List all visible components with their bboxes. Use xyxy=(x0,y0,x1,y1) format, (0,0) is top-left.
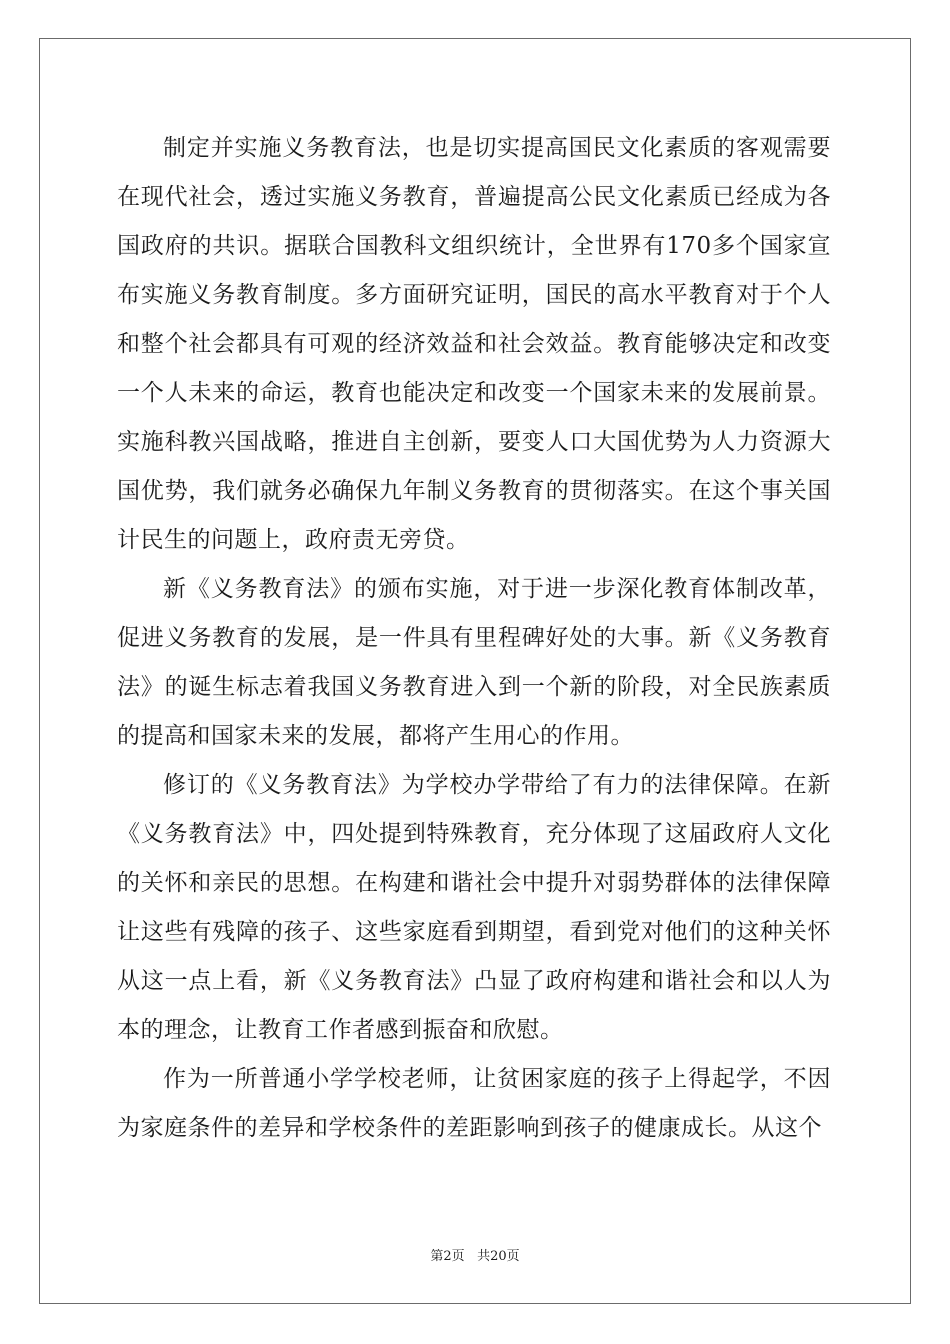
paragraph-3: 修订的《义务教育法》为学校办学带给了有力的法律保障。在新《义务教育法》中，四处提到特殊教育，充分体现了这届政府人文化的关怀和亲民的思想。在构建和谐社会中提升对弱势群体的法律保障让这些有残障的孩子、这些家庭看到期望，看到党对他们的这种关怀从这一点上看，新《义务教育法》凸显了政府构建和谐社会和以人为本的理念，让教育工作者感到振奋和欣慰。 xyxy=(117,772,831,1043)
page-total: 共20页 xyxy=(477,1249,520,1264)
paragraph-2: 新《义务教育法》的颁布实施，对于进一步深化教育体制改革，促进义务教育的发展，是一件具有里程碑好处的大事。新《义务教育法》的诞生标志着我国义务教育进入到一个新的阶段，对全民族素质的提高和国家未来的发展，都将产生用心的作用。 xyxy=(117,576,831,749)
paragraph-4: 作为一所普通小学学校老师，让贫困家庭的孩子上得起学，不因为家庭条件的差异和学校条件的差距影响到孩子的健康成长。从这个 xyxy=(117,1066,831,1141)
document-body xyxy=(117,124,831,1153)
page-number: 第2页 xyxy=(430,1249,465,1264)
paragraph-1: 制定并实施义务教育法，也是切实提高国民文化素质的客观需要在现代社会，透过实施义务教育，普遍提高公民文化素质已经成为各国政府的共识。据联合国教科文组织统计，全世界有170多个国家宣布实施义务教育制度。多方面研究证明，国民的高水平教育对于个人和整个社会都具有可观的经济效益和社会效益。教育能够决定和改变一个人未来的命运，教育也能决定和改变一个国家未来的发展前景。实施科教兴国战略，推进自主创新，要变人口大国优势为人力资源大国优势，我们就务必确保九年制义务教育的贯彻落实。在这个事关国计民生的问题上，政府责无旁贷。 xyxy=(117,135,831,553)
page-footer xyxy=(0,1248,950,1266)
